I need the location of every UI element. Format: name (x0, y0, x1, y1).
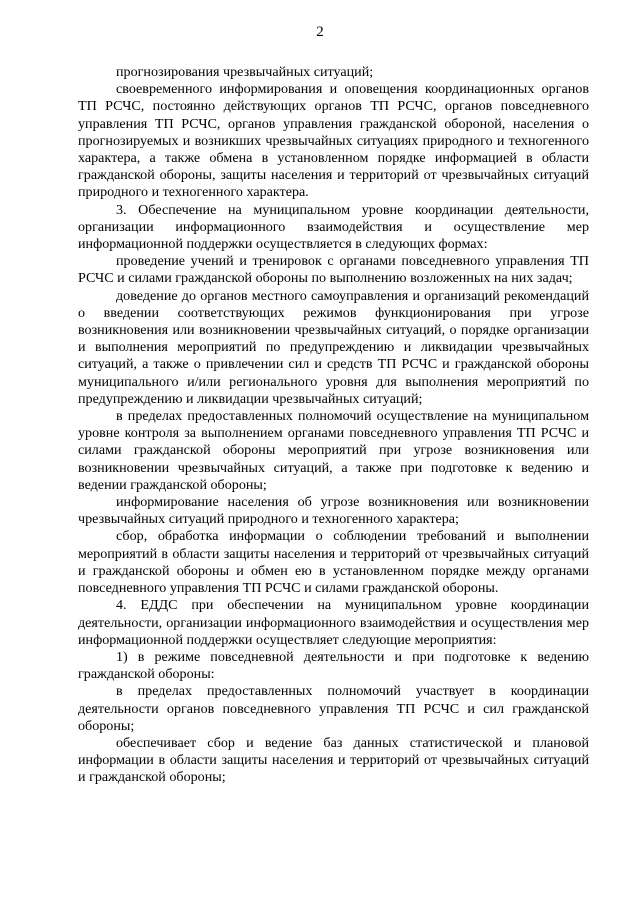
paragraph: в пределах предоставленных полномочий осуществление на муниципальном уровне контроля за выполнением органами повседневного управления ТП РСЧС и силами гражданской обороны мероприятий при угрозе возникновения или возникновении чрезвычайных ситуаций, а также при подготовке к ведению и ведении гражданской обороны; (78, 408, 589, 493)
paragraph: в пределах предоставленных полномочий участвует в координации деятельности органов повседневного управления ТП РСЧС и сил гражданской обороны; (78, 683, 589, 734)
paragraph: информирование населения об угрозе возникновения или возникновении чрезвычайных ситуаций природного и техногенного характера; (78, 494, 589, 528)
paragraph: доведение до органов местного самоуправления и организаций рекомендаций о введении соответствующих режимов функционирования при угрозе возникновения или возникновении чрезвычайных ситуаций, о порядке организации и выполнения мероприятий по предупреждению и ликвидации чрезвычайных ситуаций, а также о привлечении сил и средств ТП РСЧС и гражданской обороны муниципального и/или регионального уровня для выполнения мероприятий по предупреждению и ликвидации чрезвычайных ситуаций; (78, 287, 589, 407)
paragraph: обеспечивает сбор и ведение баз данных статистической и плановой информации в области защиты населения и территорий от чрезвычайных ситуаций и гражданской обороны; (78, 734, 589, 786)
page-number: 2 (316, 24, 324, 40)
paragraph: прогнозирования чрезвычайных ситуаций; (116, 64, 374, 80)
paragraph: своевременного информирования и оповещения координационных органов ТП РСЧС, постоянно действующих органов ТП РСЧС, органов повседневного управления ТП РСЧС, органов управления гражданской обороной, населения о прогнозируемых и возникших чрезвычайных ситуациях природного и техногенного характера, а также обмена в установленном порядке информацией в области гражданской обороны, защиты населения и территорий от чрезвычайных ситуаций природного и техногенного характера. (78, 81, 589, 201)
document-body (78, 64, 589, 787)
paragraph: 4. ЕДДС при обеспечении на муниципальном уровне координации деятельности, организации информационного взаимодействия и осуществления мер информационной поддержки осуществляет следующие мероприятия: (78, 597, 589, 648)
paragraph: 1) в режиме повседневной деятельности и при подготовке к ведению гражданской обороны: (78, 648, 589, 683)
paragraph: проведение учений и тренировок с органами повседневного управления ТП РСЧС и силами гражданской обороны по выполнению возложенных на них задач; (78, 253, 589, 287)
paragraph: 3. Обеспечение на муниципальном уровне координации деятельности, организации информационного взаимодействия и осуществление мер информационной поддержки осуществляется в следующих формах: (78, 201, 589, 253)
paragraph: сбор, обработка информации о соблюдении требований и выполнении мероприятий в области защиты населения и территорий от чрезвычайных ситуаций и гражданской обороны и обмен ею в установленном порядке между органами повседневного управления ТП РСЧС и силами гражданской обороны. (78, 528, 589, 597)
